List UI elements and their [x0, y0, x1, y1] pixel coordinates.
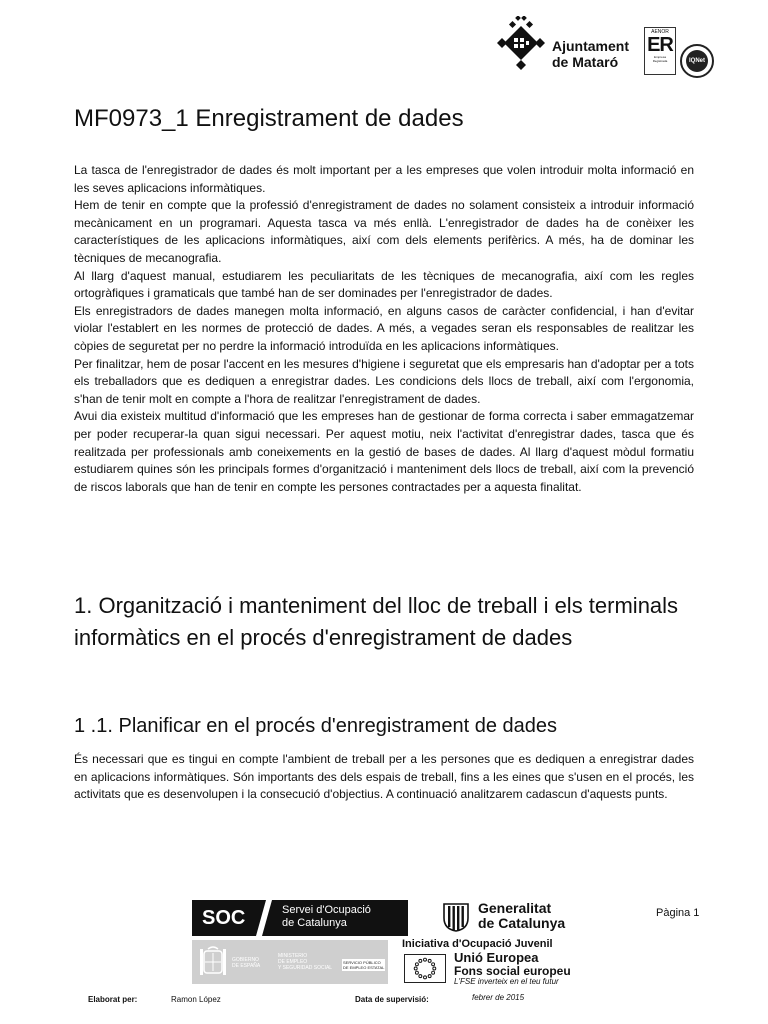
ministerio-text: MINISTERIO DE EMPLEO Y SEGURIDAD SOCIAL — [278, 953, 333, 971]
generalitat-shield-icon — [442, 902, 470, 932]
eu-flag-icon — [404, 954, 446, 983]
esf-slogan: L'FSE inverteix en el teu futur — [454, 977, 559, 986]
eu-name: Unió Europea — [454, 950, 539, 965]
soc-abbreviation: SOC — [202, 907, 246, 929]
intro-paragraph: Avui dia existeix multitud d'informació que les empreses han de gestionar de forma correcta i saber emmagatzemar per poder recuperar-la quan sigui necessari. Per aquest motiu, neix l'activitat d'enregistrar dades, tasca que és realitzada per professionals amb coneixements en la gestió de bases de dades. Al llarg d'aquest mòdul formatiu estudiarem quines són les principals formes d'organització i manteniment dels llocs de treball, així com la prevenció de riscos laborals que han de tenir en compte les persones contractades per a aquesta finalitat. — [74, 409, 694, 494]
ajuntament-mataro-logo — [494, 16, 638, 72]
prepared-by-label: Elaborat per: — [88, 995, 138, 1004]
intro-text — [74, 162, 694, 496]
gobierno-text: GOBIERNO DE ESPAÑA — [232, 957, 261, 969]
aenor-er-mark: ER — [647, 34, 673, 56]
page-number: Pàgina 1 — [656, 907, 700, 919]
intro-paragraph: La tasca de l'enregistrador de dades és molt important per a les empreses que volen introduir molta informació en les seves aplicacions informàtiques. — [74, 163, 694, 195]
intro-paragraph: Hem de tenir en compte que la professió d'enregistrament de dades no solament consisteix a introduir informació mecànicament en un programari. Aquesta tasca va més enllà. L'enregistrador de dades ha de conèixer les característiques de les aplicacions informàtiques, així com dels elements perifèrics. A més, ha de dominar les tècniques de mecanografia. — [74, 198, 694, 265]
aenor-sub-1: Empresa — [653, 55, 666, 59]
esf-name: Fons social europeu — [454, 964, 571, 978]
aenor-sub-2: Registrada — [652, 59, 668, 63]
eu-funding-logo — [402, 938, 586, 986]
section-1-heading: 1. Organització i manteniment del lloc de treball i els terminals informàtics en el procés d'enregistrament de dades — [74, 593, 679, 650]
supervision-date-label: Data de supervisió: — [355, 995, 429, 1004]
document-title: MF0973_1 Enregistrament de dades — [74, 105, 464, 132]
prepared-by-value: Ramon López — [171, 995, 221, 1004]
aenor-label: AENOR — [651, 29, 669, 35]
sepe-text: SERVICIO PÚBLICO DE EMPLEO ESTATAL — [343, 960, 385, 970]
intro-paragraph: Els enregistradors de dades manegen molta informació, en alguns casos de caràcter confidencial, i han d'evitar violar l'establert en les normes de protecció de dades. A més, a vegades seran els responsables de realitzar les còpies de seguretat per no perdre la informació introduïda en les aplicacions informàtiques. — [74, 303, 694, 353]
section-1-1-heading: 1 .1. Planificar en el procés d'enregistrament de dades — [74, 715, 557, 737]
spain-coat-of-arms-icon — [200, 945, 226, 979]
iqnet-label: IQNet — [686, 50, 708, 72]
youth-initiative-label: Iniciativa d'Ocupació Juvenil — [402, 938, 553, 950]
soc-logo — [192, 900, 408, 936]
gobierno-espana-logo — [192, 940, 388, 984]
ajuntament-crest-icon — [494, 16, 548, 70]
section-1-1-text: És necessari que es tingui en compte l'ambient de treball per a les persones que es dediquen a enregistrar dades en aplicacions informàtiques. Són importants des dels espais de treball, fins a les eines que s'usen en el procés, les activitats que es desenvolupen i la consecució d'objectius. A continuació analitzarem cadascun d'aquests punts. — [74, 752, 694, 802]
aenor-certification-logo — [644, 27, 676, 75]
supervision-date-value: febrer de 2015 — [472, 993, 525, 1002]
iqnet-certification-logo — [680, 44, 714, 78]
ajuntament-name: Ajuntament de Mataró — [552, 38, 629, 70]
soc-name: Servei d'Ocupació de Catalunya — [282, 904, 371, 929]
intro-paragraph: Al llarg d'aquest manual, estudiarem les peculiaritats de les tècniques de mecanografia, així com les regles ortogràfiques i gramaticals que també han de ser dominades per l'enregistrador de dades. — [74, 268, 694, 301]
generalitat-name: Generalitat de Catalunya — [478, 900, 566, 931]
intro-paragraph: Per finalitzar, hem de posar l'accent en les mesures d'higiene i seguretat que els empresaris han d'adoptar per a tots els treballadors que es dediquen a enregistrar dades. Les condicions dels llocs de treball, així com l'ergonomia, s'han de tenir molt en compte a l'hora de realitzar l'enregistrament de dades. — [74, 356, 694, 406]
generalitat-logo — [442, 900, 592, 934]
slash-icon — [256, 900, 272, 936]
